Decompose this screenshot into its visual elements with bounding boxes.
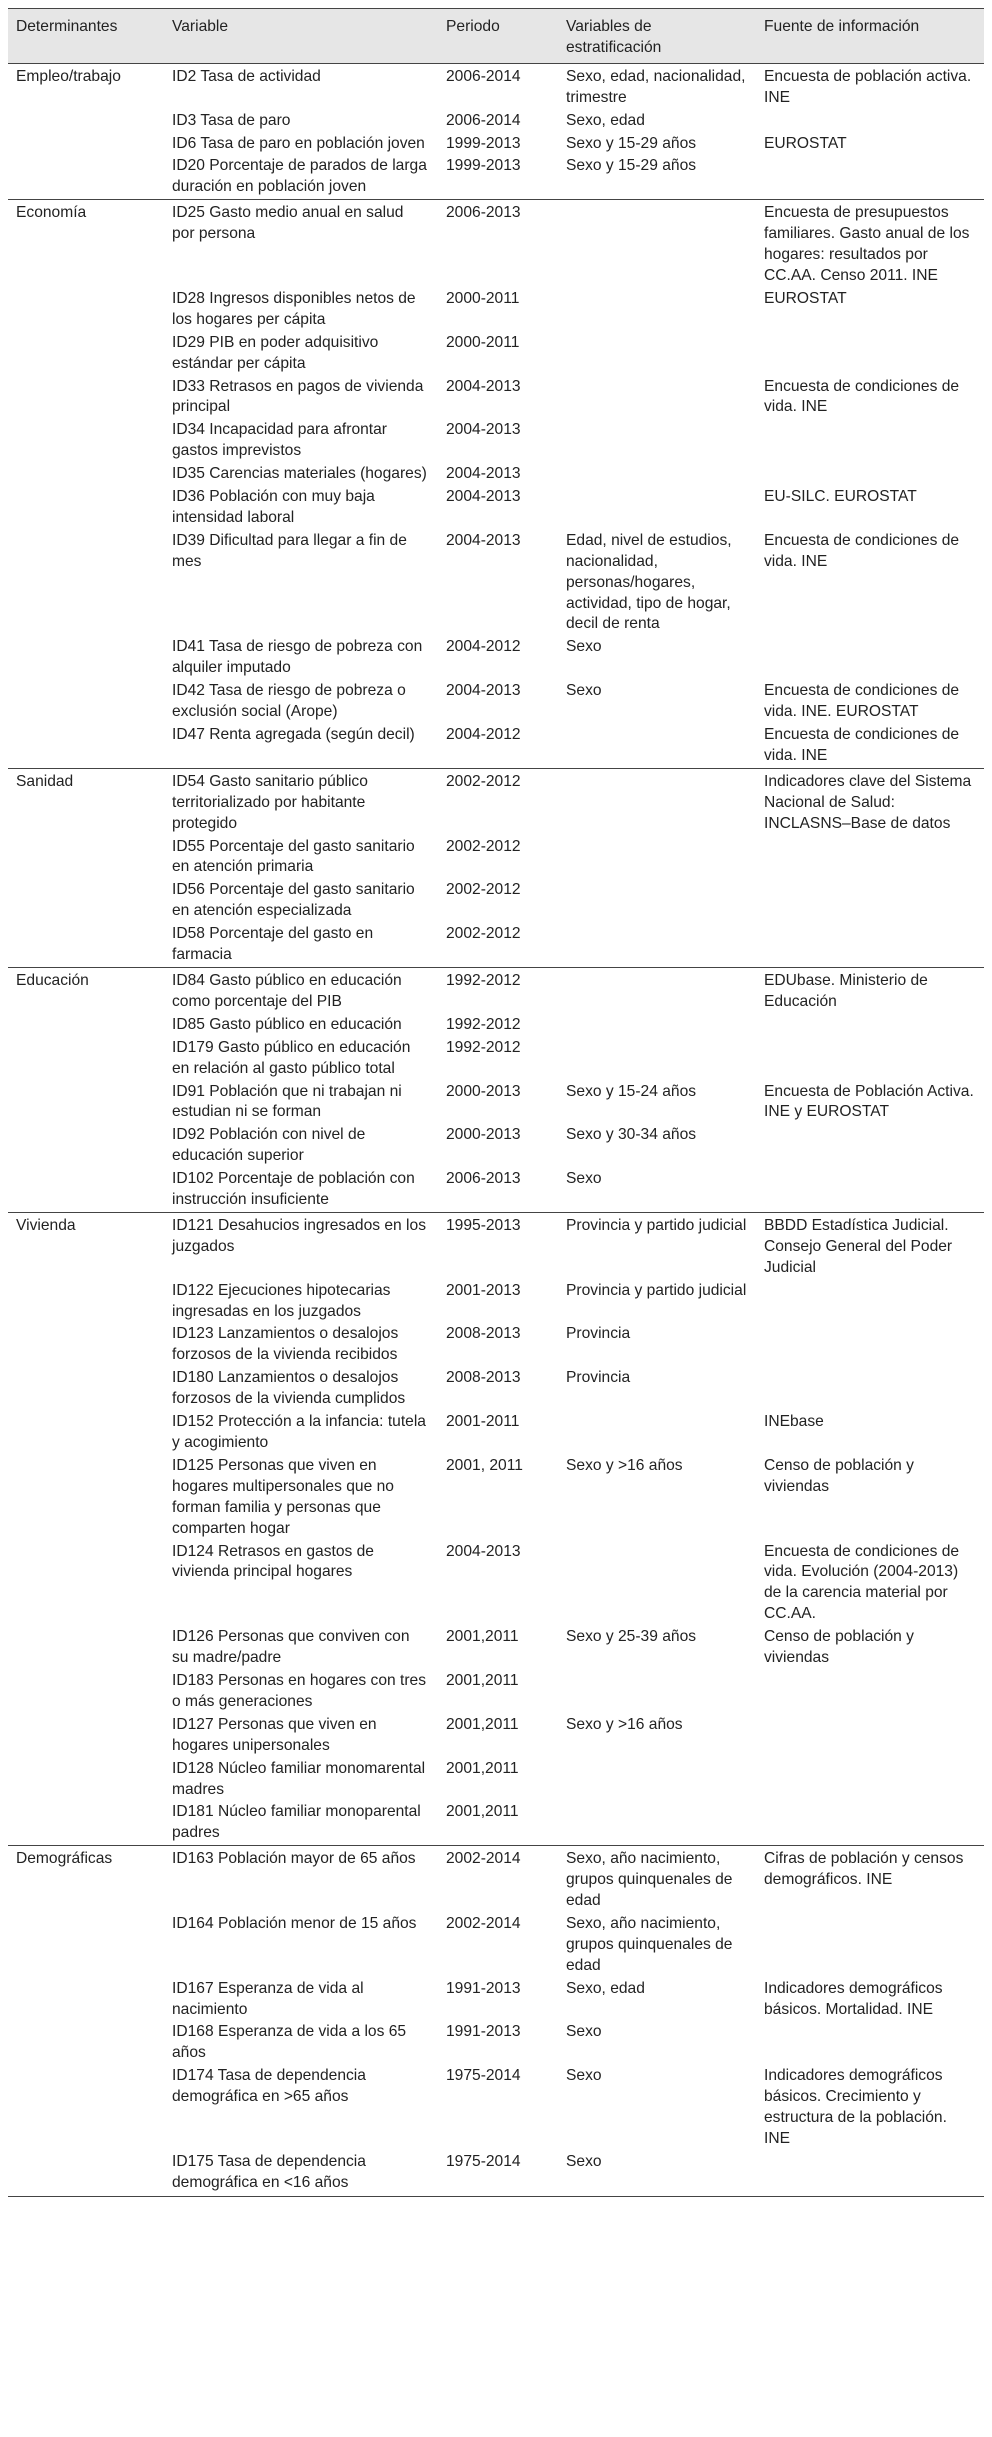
cell-determinante bbox=[8, 1978, 164, 2022]
cell-variable: ID55 Porcentaje del gasto sanitario en atención primaria bbox=[172, 837, 415, 876]
cell-variable: ID123 Lanzamientos o desalojos forzosos de la vivienda recibidos bbox=[172, 1325, 399, 1364]
cell-fuente: BBDD Estadística Judicial. Consejo General del Poder Judicial bbox=[756, 1212, 984, 1279]
cell-periodo: 2008-2013 bbox=[446, 1325, 521, 1343]
cell-fuente: Indicadores clave del Sistema Nacional de Salud: INCLASNS–Base de datos bbox=[756, 768, 984, 835]
table-row bbox=[8, 1978, 984, 2022]
table-body bbox=[8, 63, 984, 2196]
cell-variable: ID168 Esperanza de vida a los 65 años bbox=[172, 2023, 407, 2062]
cell-determinante bbox=[8, 879, 164, 923]
cell-variable: ID124 Retrasos en gastos de vivienda principal hogares bbox=[172, 1542, 374, 1581]
cell-periodo: 2000-2011 bbox=[446, 333, 520, 351]
cell-fuente bbox=[756, 1037, 984, 1081]
cell-determinante bbox=[8, 2065, 164, 2151]
table-row bbox=[8, 680, 984, 724]
cell-variable: ID42 Tasa de riesgo de pobreza o exclusión social (Arope) bbox=[172, 682, 406, 721]
cell-estratificacion: Sexo y 15-29 años bbox=[566, 134, 697, 152]
cell-fuente: Encuesta de población activa. INE bbox=[756, 63, 984, 109]
cell-determinante bbox=[8, 1758, 164, 1802]
cell-determinante bbox=[8, 110, 164, 133]
cell-periodo: 2004-2013 bbox=[446, 421, 521, 439]
cell-estratificacion bbox=[558, 724, 756, 768]
cell-estratificacion: Sexo bbox=[566, 2023, 602, 2041]
cell-fuente: EDUbase. Ministerio de Educación bbox=[756, 967, 984, 1013]
cell-fuente bbox=[756, 1913, 984, 1978]
cell-estratificacion: Sexo, año nacimiento, grupos quinquenales de edad bbox=[566, 1914, 733, 1974]
table-row bbox=[8, 768, 984, 835]
cell-estratificacion: Sexo, edad bbox=[566, 1979, 645, 1997]
cell-fuente: Encuesta de condiciones de vida. INE. EUROSTAT bbox=[764, 682, 960, 721]
cell-estratificacion bbox=[558, 923, 756, 967]
cell-fuente bbox=[756, 1124, 984, 1168]
cell-periodo: 2001,2011 bbox=[446, 1628, 519, 1646]
cell-variable: ID85 Gasto público en educación bbox=[172, 1015, 402, 1033]
cell-determinante bbox=[8, 1124, 164, 1168]
cell-estratificacion bbox=[558, 463, 756, 486]
table-row bbox=[8, 376, 984, 420]
cell-estratificacion bbox=[558, 376, 756, 420]
table-row bbox=[8, 63, 984, 109]
cell-variable: ID54 Gasto sanitario público territorializado por habitante protegido bbox=[164, 768, 438, 835]
cell-determinante: Demográficas bbox=[8, 1846, 164, 1913]
cell-estratificacion bbox=[558, 967, 756, 1013]
cell-estratificacion: Sexo bbox=[558, 2151, 756, 2196]
header-determinantes: Determinantes bbox=[8, 9, 164, 64]
cell-determinante bbox=[8, 133, 164, 156]
cell-periodo: 2002-2012 bbox=[446, 881, 521, 899]
cell-variable: ID28 Ingresos disponibles netos de los hogares per cápita bbox=[172, 289, 416, 328]
cell-estratificacion bbox=[558, 1670, 756, 1714]
cell-determinante bbox=[8, 2151, 164, 2196]
cell-determinante bbox=[8, 1670, 164, 1714]
cell-variable: ID56 Porcentaje del gasto sanitario en atención especializada bbox=[172, 881, 415, 920]
cell-variable: ID127 Personas que viven en hogares unipersonales bbox=[172, 1715, 377, 1754]
table-row bbox=[8, 923, 984, 967]
cell-estratificacion: Sexo y 25-39 años bbox=[566, 1628, 697, 1646]
header-fuente: Fuente de información bbox=[756, 9, 984, 64]
cell-determinante: Sanidad bbox=[8, 768, 164, 835]
table-row bbox=[8, 530, 984, 637]
table-row bbox=[8, 200, 984, 288]
cell-periodo: 1975-2014 bbox=[438, 2151, 558, 2196]
cell-variable: ID20 Porcentaje de parados de larga duración en población joven bbox=[172, 157, 427, 196]
cell-periodo: 1992-2012 bbox=[438, 967, 558, 1013]
cell-determinante bbox=[8, 1037, 164, 1081]
cell-fuente: Indicadores demográficos básicos. Mortalidad. INE bbox=[764, 1979, 943, 2018]
cell-periodo: 2004-2013 bbox=[446, 377, 521, 395]
cell-fuente bbox=[756, 636, 984, 680]
table-row bbox=[8, 1670, 984, 1714]
cell-determinante bbox=[8, 1913, 164, 1978]
cell-determinante bbox=[8, 923, 164, 967]
table-row bbox=[8, 1124, 984, 1168]
cell-periodo: 2002-2012 bbox=[446, 925, 521, 943]
cell-variable: ID91 Población que ni trabajan ni estudian ni se forman bbox=[172, 1082, 402, 1121]
cell-fuente bbox=[756, 419, 984, 463]
cell-periodo: 2004-2012 bbox=[446, 726, 521, 743]
cell-periodo: 1992-2012 bbox=[446, 1015, 521, 1033]
cell-determinante bbox=[8, 530, 164, 637]
cell-fuente: Indicadores demográficos básicos. Crecimiento y estructura de la población. INE bbox=[764, 2067, 947, 2147]
cell-fuente bbox=[756, 923, 984, 967]
cell-periodo: 2000-2011 bbox=[446, 289, 520, 307]
cell-determinante bbox=[8, 636, 164, 680]
cell-variable: ID25 Gasto medio anual en salud por persona bbox=[164, 200, 438, 288]
cell-fuente bbox=[756, 836, 984, 880]
cell-periodo: 2002-2014 bbox=[438, 1846, 558, 1913]
cell-variable: ID122 Ejecuciones hipotecarias ingresadas en los juzgados bbox=[172, 1281, 391, 1320]
cell-determinante bbox=[8, 1626, 164, 1670]
cell-periodo: 2006-2013 bbox=[438, 200, 558, 288]
cell-variable: ID174 Tasa de dependencia demográfica en >65 años bbox=[172, 2067, 366, 2106]
cell-periodo: 2001,2011 bbox=[446, 1803, 519, 1821]
cell-periodo: 2004-2013 bbox=[446, 1542, 521, 1560]
cell-periodo: 2006-2014 bbox=[446, 111, 521, 129]
table-row bbox=[8, 1323, 984, 1367]
cell-fuente: EUROSTAT bbox=[764, 289, 847, 307]
cell-variable: ID58 Porcentaje del gasto en farmacia bbox=[172, 925, 374, 964]
table-row bbox=[8, 1626, 984, 1670]
cell-periodo: 1991-2013 bbox=[446, 2023, 521, 2041]
table-row bbox=[8, 1758, 984, 1802]
cell-estratificacion: Sexo, edad bbox=[566, 111, 645, 129]
cell-fuente bbox=[756, 155, 984, 199]
cell-estratificacion: Sexo bbox=[566, 1170, 602, 1188]
cell-periodo: 2001-2013 bbox=[446, 1281, 521, 1299]
table-row bbox=[8, 1081, 984, 1125]
cell-periodo: 2001,2011 bbox=[446, 1759, 519, 1777]
cell-fuente bbox=[756, 2151, 984, 2196]
table-row bbox=[8, 724, 984, 768]
cell-estratificacion bbox=[558, 1801, 756, 1845]
cell-fuente: Censo de población y viviendas bbox=[764, 1456, 914, 1495]
cell-periodo: 2004-2013 bbox=[446, 465, 521, 483]
cell-fuente bbox=[756, 1014, 984, 1037]
table-row bbox=[8, 2065, 984, 2151]
cell-estratificacion bbox=[558, 1758, 756, 1802]
cell-variable: ID33 Retrasos en pagos de vivienda principal bbox=[172, 377, 424, 416]
cell-periodo: 2004-2013 bbox=[446, 488, 521, 506]
table-row bbox=[8, 1913, 984, 1978]
table-row bbox=[8, 288, 984, 332]
table-row bbox=[8, 1846, 984, 1913]
cell-variable: ID125 Personas que viven en hogares multipersonales que no forman familia y personas que comparten hogar bbox=[172, 1456, 394, 1537]
header-estratificacion: Variables de estratificación bbox=[558, 9, 756, 64]
cell-periodo: 2006-2014 bbox=[438, 63, 558, 109]
table-row bbox=[8, 1037, 984, 1081]
cell-estratificacion bbox=[558, 1411, 756, 1455]
cell-determinante: Vivienda bbox=[8, 1212, 164, 1279]
table-row bbox=[8, 1455, 984, 1541]
cell-fuente bbox=[756, 110, 984, 133]
cell-estratificacion: Provincia y partido judicial bbox=[558, 1212, 756, 1279]
cell-estratificacion: Sexo y 15-29 años bbox=[566, 157, 697, 175]
cell-estratificacion: Provincia bbox=[566, 1325, 631, 1343]
cell-determinante bbox=[8, 1714, 164, 1758]
cell-determinante bbox=[8, 1168, 164, 1212]
cell-variable: ID36 Población con muy baja intensidad laboral bbox=[172, 488, 375, 526]
cell-estratificacion bbox=[558, 419, 756, 463]
cell-fuente bbox=[756, 1280, 984, 1324]
table-row bbox=[8, 1801, 984, 1845]
cell-variable: ID41 Tasa de riesgo de pobreza con alquiler imputado bbox=[172, 638, 423, 677]
table-row bbox=[8, 2021, 984, 2065]
cell-variable: ID181 Núcleo familiar monoparental padres bbox=[172, 1803, 421, 1842]
cell-determinante bbox=[8, 2021, 164, 2065]
cell-periodo: 2001,2011 bbox=[446, 1671, 519, 1689]
cell-determinante bbox=[8, 1323, 164, 1367]
cell-variable: ID121 Desahucios ingresados en los juzgados bbox=[164, 1212, 438, 1279]
cell-estratificacion bbox=[558, 1014, 756, 1037]
cell-variable: ID6 Tasa de paro en población joven bbox=[172, 134, 425, 152]
cell-fuente bbox=[756, 1758, 984, 1802]
cell-periodo: 1991-2013 bbox=[446, 1979, 521, 1997]
cell-variable: ID35 Carencias materiales (hogares) bbox=[172, 465, 427, 483]
cell-fuente: Encuesta de condiciones de vida. INE bbox=[764, 531, 960, 570]
cell-periodo: 1995-2013 bbox=[438, 1212, 558, 1279]
table-row bbox=[8, 486, 984, 530]
cell-periodo: 2000-2013 bbox=[446, 1082, 521, 1100]
cell-estratificacion: Sexo bbox=[566, 638, 602, 656]
cell-fuente bbox=[756, 1168, 984, 1212]
cell-fuente: Encuesta de condiciones de vida. INE bbox=[764, 377, 960, 416]
cell-estratificacion: Provincia y partido judicial bbox=[566, 1281, 747, 1299]
cell-fuente bbox=[756, 1323, 984, 1367]
cell-fuente bbox=[756, 332, 984, 376]
cell-variable: ID164 Población menor de 15 años bbox=[172, 1914, 417, 1932]
cell-variable: ID3 Tasa de paro bbox=[172, 111, 291, 129]
header-row bbox=[8, 9, 984, 64]
cell-variable: ID183 Personas en hogares con tres o más generaciones bbox=[172, 1671, 426, 1710]
cell-determinante bbox=[8, 1455, 164, 1541]
table-row bbox=[8, 1714, 984, 1758]
cell-periodo: 2004-2013 bbox=[446, 531, 521, 549]
table-row bbox=[8, 967, 984, 1013]
cell-determinante bbox=[8, 376, 164, 420]
cell-periodo: 2000-2013 bbox=[446, 1126, 521, 1144]
cell-variable: ID163 Población mayor de 65 años bbox=[164, 1846, 438, 1913]
cell-fuente: EUROSTAT bbox=[764, 134, 847, 152]
table-row bbox=[8, 463, 984, 486]
cell-estratificacion bbox=[558, 1037, 756, 1081]
cell-variable: ID34 Incapacidad para afrontar gastos imprevistos bbox=[172, 421, 387, 460]
cell-variable: ID179 Gasto público en educación en relación al gasto público total bbox=[172, 1038, 411, 1077]
cell-estratificacion bbox=[558, 200, 756, 288]
cell-determinante bbox=[8, 288, 164, 332]
cell-variable: ID102 Porcentaje de población con instrucción insuficiente bbox=[172, 1170, 415, 1209]
header-periodo: Periodo bbox=[438, 9, 558, 64]
cell-periodo: 1992-2012 bbox=[446, 1038, 521, 1056]
cell-estratificacion bbox=[558, 768, 756, 835]
cell-fuente: Encuesta de condiciones de vida. Evolución (2004-2013) de la carencia material por CC.AA. bbox=[764, 1542, 960, 1623]
cell-determinante bbox=[8, 724, 164, 768]
determinants-table bbox=[8, 8, 984, 2197]
cell-variable: ID126 Personas que conviven con su madre/padre bbox=[172, 1628, 410, 1667]
cell-estratificacion: Sexo, edad, nacionalidad, trimestre bbox=[558, 63, 756, 109]
cell-periodo: 1999-2013 bbox=[446, 157, 521, 175]
cell-periodo: 2002-2014 bbox=[446, 1914, 521, 1932]
cell-periodo: 1975-2014 bbox=[446, 2067, 521, 2085]
cell-determinante bbox=[8, 1014, 164, 1037]
cell-fuente bbox=[756, 1670, 984, 1714]
cell-estratificacion bbox=[558, 1541, 756, 1627]
cell-fuente: Encuesta de presupuestos familiares. Gasto anual de los hogares: resultados por CC.AA. Censo 2011. INE bbox=[756, 200, 984, 288]
cell-periodo: 2002-2012 bbox=[446, 837, 521, 855]
cell-variable: ID128 Núcleo familiar monomarental madres bbox=[172, 1759, 426, 1798]
cell-periodo: 2001-2011 bbox=[446, 1413, 520, 1431]
cell-estratificacion: Provincia bbox=[566, 1369, 631, 1387]
cell-determinante bbox=[8, 486, 164, 530]
cell-estratificacion: Sexo bbox=[566, 2067, 602, 2085]
cell-determinante bbox=[8, 1411, 164, 1455]
cell-fuente bbox=[756, 463, 984, 486]
table-row bbox=[8, 636, 984, 680]
cell-fuente bbox=[756, 879, 984, 923]
table-row bbox=[8, 836, 984, 880]
cell-estratificacion: Sexo bbox=[566, 682, 602, 700]
cell-variable: ID39 Dificultad para llegar a fin de mes bbox=[172, 531, 407, 570]
table-row bbox=[8, 1212, 984, 1279]
cell-variable: ID175 Tasa de dependencia demográfica en <16 años bbox=[164, 2151, 438, 2196]
cell-periodo: 2004-2012 bbox=[446, 638, 521, 656]
cell-determinante bbox=[8, 680, 164, 724]
cell-determinante: Educación bbox=[8, 967, 164, 1013]
cell-estratificacion: Sexo, año nacimiento, grupos quinquenales de edad bbox=[558, 1846, 756, 1913]
table-row bbox=[8, 1367, 984, 1411]
table-row bbox=[8, 133, 984, 156]
cell-estratificacion: Edad, nivel de estudios, nacionalidad, personas/hogares, actividad, tipo de hogar, decil de renta bbox=[566, 531, 732, 633]
cell-variable: ID167 Esperanza de vida al nacimiento bbox=[172, 1979, 364, 2018]
table-row bbox=[8, 1541, 984, 1627]
cell-variable: ID47 Renta agregada (según decil) bbox=[172, 726, 415, 743]
cell-fuente bbox=[756, 2021, 984, 2065]
cell-fuente: EU-SILC. EUROSTAT bbox=[764, 488, 917, 506]
cell-determinante: Economía bbox=[8, 200, 164, 288]
cell-periodo: 2006-2013 bbox=[446, 1170, 521, 1188]
cell-fuente: INEbase bbox=[764, 1413, 824, 1431]
cell-estratificacion: Sexo y >16 años bbox=[566, 1456, 683, 1474]
cell-periodo: 2002-2012 bbox=[438, 768, 558, 835]
table-row bbox=[8, 419, 984, 463]
cell-periodo: 2001,2011 bbox=[446, 1715, 519, 1733]
cell-estratificacion bbox=[558, 288, 756, 332]
cell-periodo: 2004-2013 bbox=[446, 682, 521, 700]
cell-estratificacion: Sexo y 15-24 años bbox=[566, 1082, 697, 1100]
cell-fuente bbox=[756, 1801, 984, 1845]
table-header bbox=[8, 9, 984, 64]
cell-determinante bbox=[8, 155, 164, 199]
cell-estratificacion: Sexo y 30-34 años bbox=[566, 1126, 697, 1144]
cell-periodo: 2008-2013 bbox=[446, 1369, 521, 1387]
table-row bbox=[8, 1014, 984, 1037]
cell-variable: ID29 PIB en poder adquisitivo estándar per cápita bbox=[172, 333, 379, 372]
cell-fuente: Censo de población y viviendas bbox=[764, 1628, 914, 1667]
table-row bbox=[8, 332, 984, 376]
cell-estratificacion: Sexo y >16 años bbox=[566, 1715, 683, 1733]
table-row bbox=[8, 1280, 984, 1324]
cell-estratificacion bbox=[558, 879, 756, 923]
cell-estratificacion bbox=[558, 486, 756, 530]
cell-fuente: Encuesta de condiciones de vida. INE bbox=[764, 726, 960, 764]
cell-fuente bbox=[756, 1714, 984, 1758]
table-row bbox=[8, 1411, 984, 1455]
cell-determinante bbox=[8, 1081, 164, 1125]
cell-fuente: Cifras de población y censos demográficos. INE bbox=[756, 1846, 984, 1913]
cell-determinante: Empleo/trabajo bbox=[8, 63, 164, 109]
cell-variable: ID180 Lanzamientos o desalojos forzosos de la vivienda cumplidos bbox=[172, 1369, 406, 1408]
cell-variable: ID2 Tasa de actividad bbox=[164, 63, 438, 109]
header-variable: Variable bbox=[164, 9, 438, 64]
cell-periodo: 1999-2013 bbox=[446, 134, 521, 152]
cell-determinante bbox=[8, 836, 164, 880]
table-row bbox=[8, 1168, 984, 1212]
cell-determinante bbox=[8, 1541, 164, 1627]
cell-periodo: 2001, 2011 bbox=[446, 1456, 523, 1474]
cell-determinante bbox=[8, 463, 164, 486]
cell-determinante bbox=[8, 1367, 164, 1411]
cell-estratificacion bbox=[558, 332, 756, 376]
table-row bbox=[8, 110, 984, 133]
cell-variable: ID92 Población con nivel de educación superior bbox=[172, 1126, 366, 1165]
cell-determinante bbox=[8, 419, 164, 463]
cell-fuente bbox=[756, 1367, 984, 1411]
cell-determinante bbox=[8, 1280, 164, 1324]
cell-estratificacion bbox=[558, 836, 756, 880]
table-row bbox=[8, 879, 984, 923]
cell-variable: ID84 Gasto público en educación como porcentaje del PIB bbox=[164, 967, 438, 1013]
table-row bbox=[8, 2151, 984, 2196]
table-row bbox=[8, 155, 984, 199]
cell-fuente: Encuesta de Población Activa. INE y EUROSTAT bbox=[764, 1082, 974, 1121]
cell-variable: ID152 Protección a la infancia: tutela y acogimiento bbox=[172, 1413, 426, 1451]
cell-determinante bbox=[8, 1801, 164, 1845]
cell-determinante bbox=[8, 332, 164, 376]
